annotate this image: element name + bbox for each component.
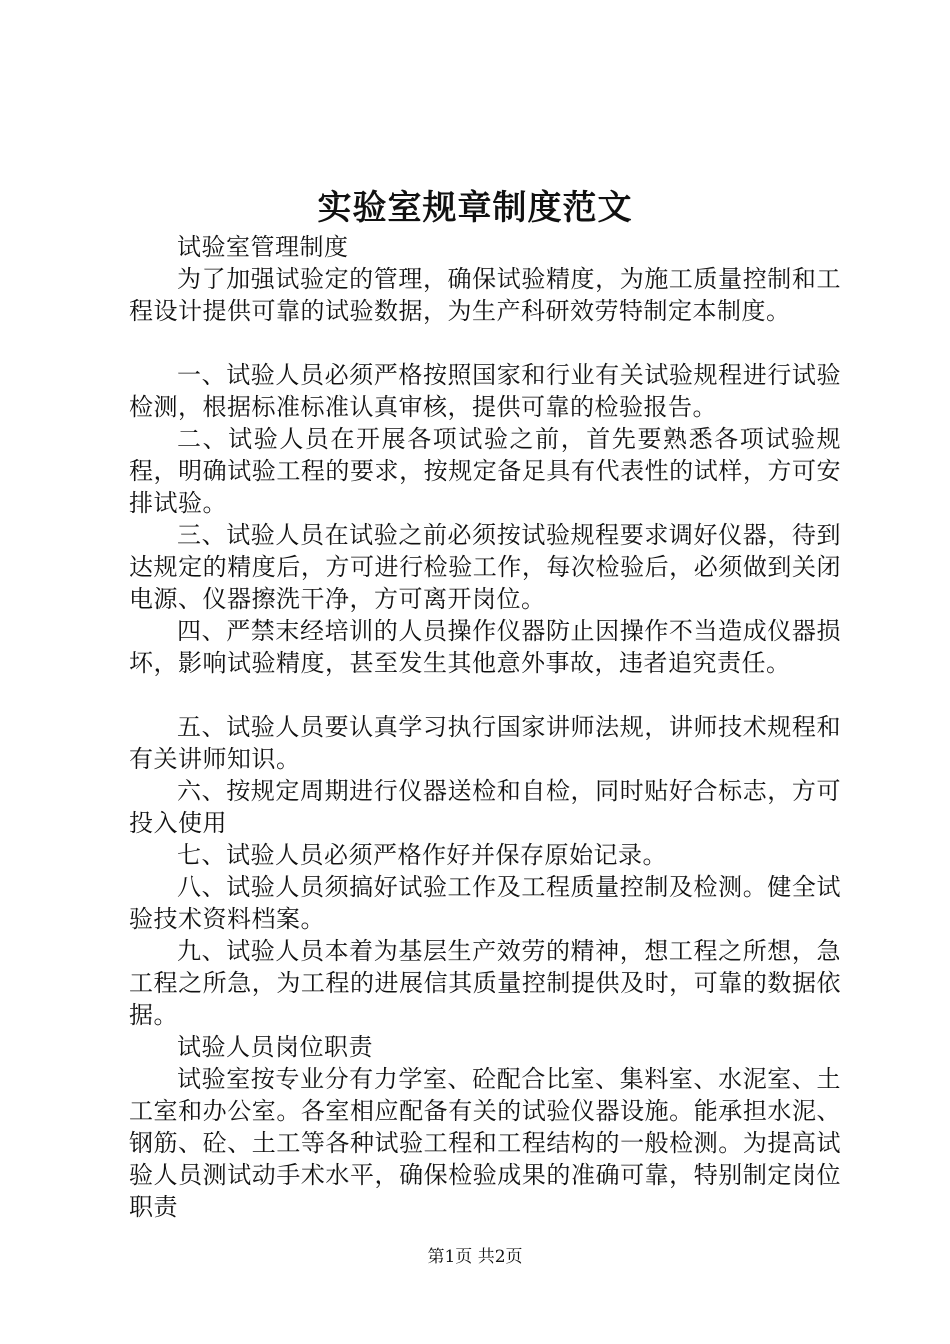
- paragraph-duties-intro: 试验室按专业分有力学室、砼配合比室、集料室、水泥室、土工室和办公室。各室相应配备有关的试验仪器设施。能承担水泥、钢筋、砼、土工等各种试验工程和工程结构的一般检测。为提高试验人员测试动手术水平，确保检验成果的准确可靠，特别制定岗位职责: [129, 1065, 841, 1221]
- paragraph-rule-8: 八、试验人员须搞好试验工作及工程质量控制及检测。健全试验技术资料档案。: [129, 873, 841, 933]
- section-heading-management: 试验室管理制度: [177, 233, 349, 261]
- page-number-footer: 第1页 共2页: [427, 1247, 523, 1267]
- document-body: [129, 231, 841, 1223]
- document-title: 实验室规章制度范文: [317, 188, 633, 228]
- paragraph-rule-1: 一、试验人员必须严格按照国家和行业有关试验规程进行试验检测，根据标准标准认真审核，提供可靠的检验报告。: [129, 361, 841, 421]
- paragraph-rule-9: 九、试验人员本着为基层生产效劳的精神，想工程之所想，急工程之所急，为工程的进展信其质量控制提供及时，可靠的数据依据。: [129, 937, 841, 1029]
- section-heading-duties: 试验人员岗位职责: [177, 1033, 373, 1061]
- paragraph-rule-6: 六、按规定周期进行仪器送检和自检，同时贴好合标志，方可投入使用: [129, 777, 841, 837]
- paragraph-rule-7: 七、试验人员必须严格作好并保存原始记录。: [177, 841, 667, 869]
- paragraph-rule-5: 五、试验人员要认真学习执行国家讲师法规，讲师技术规程和有关讲师知识。: [129, 713, 841, 773]
- paragraph-rule-3: 三、试验人员在试验之前必须按试验规程要求调好仪器，待到达规定的精度后，方可进行检验工作，每次检验后，必须做到关闭电源、仪器擦洗干净，方可离开岗位。: [129, 521, 841, 613]
- paragraph-rule-4: 四、严禁末经培训的人员操作仪器防止因操作不当造成仪器损坏，影响试验精度，甚至发生其他意外事故，违者追究责任。: [129, 617, 841, 677]
- paragraph-intro: 为了加强试验定的管理，确保试验精度，为施工质量控制和工程设计提供可靠的试验数据，为生产科研效劳特制定本制度。: [129, 265, 841, 325]
- paragraph-rule-2: 二、试验人员在开展各项试验之前，首先要熟悉各项试验规程，明确试验工程的要求，按规定备足具有代表性的试样，方可安排试验。: [129, 425, 841, 517]
